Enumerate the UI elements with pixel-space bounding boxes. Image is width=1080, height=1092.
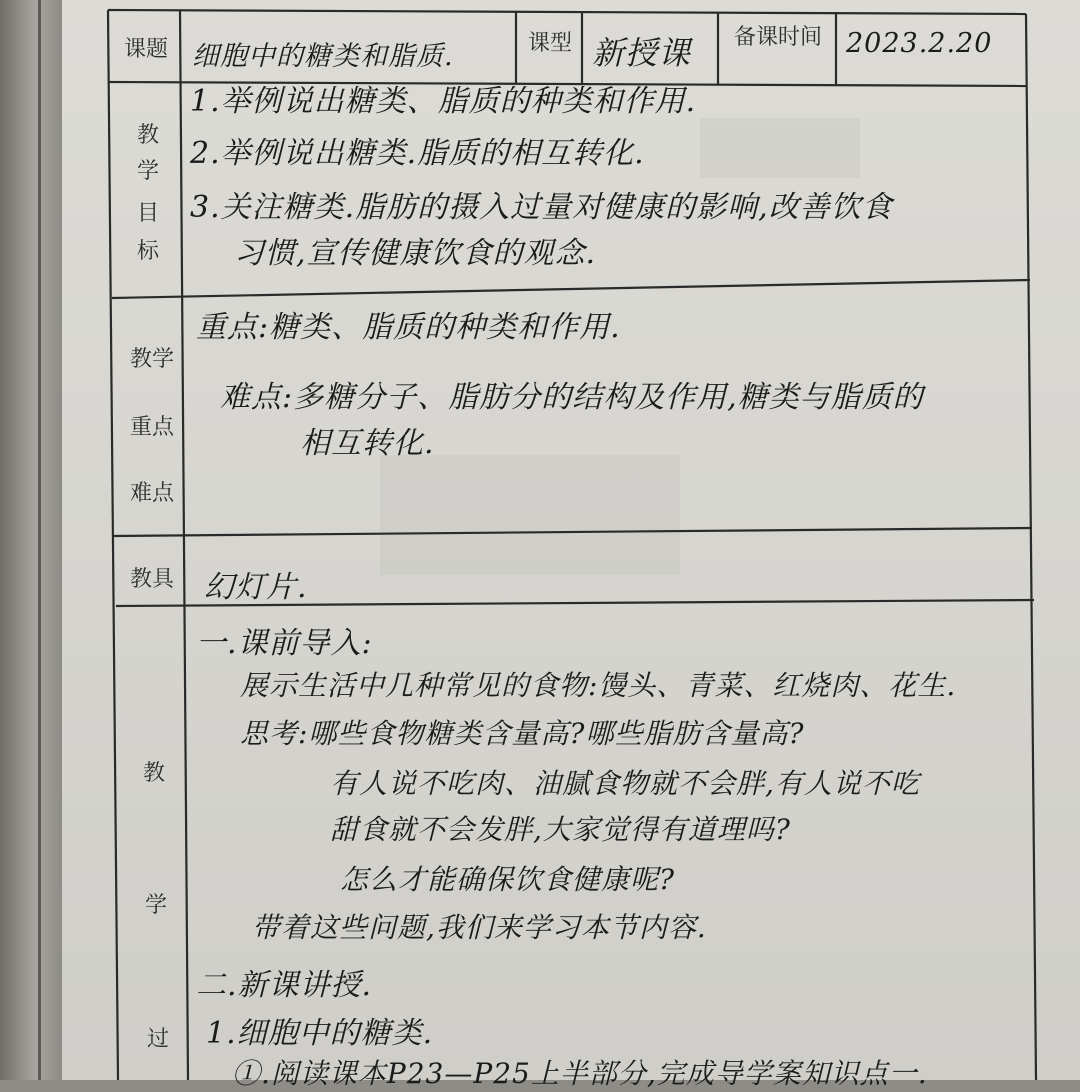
goals-label-4: 标 [136,239,159,264]
process-line-1: 一.课前导入: [196,626,373,661]
type-label: 课型 [527,31,572,56]
type-value: 新授课 [592,34,692,72]
keypoints-label-2: 重点 [129,415,174,440]
keypoints-line-3: 相互转化. [300,426,435,461]
goals-line-4: 习惯,宣传健康饮食的观念. [234,236,597,271]
process-label-1: 教 [142,761,165,786]
goals-label-3: 目 [136,201,159,226]
goals-label-2: 学 [136,159,159,184]
keypoints-label-3: 难点 [129,481,174,506]
process-label-3: 过 [146,1027,169,1052]
process-line-6: 怎么才能确保饮食健康呢? [340,863,676,896]
goals-label-1: 教 [136,123,159,148]
time-value: 2023.2.20 [846,28,993,59]
process-line-4: 有人说不吃肉、油腻食物就不会胖,有人说不吃 [330,767,920,800]
goals-line-1: 1.举例说出糖类、脂质的种类和作用. [190,84,697,119]
process-line-10: ①.阅读课本P23—P25上半部分,完成导学案知识点一. [232,1057,928,1090]
process-line-8: 二.新课讲授. [196,968,373,1003]
keypoints-line-2: 难点:多糖分子、脂肪分的结构及作用,糖类与脂质的 [220,380,924,415]
process-line-7: 带着这些问题,我们来学习本节内容. [252,911,707,944]
topic-value: 细胞中的糖类和脂质. [192,41,454,72]
process-line-5: 甜食就不会发胖,大家觉得有道理吗? [330,813,791,846]
process-line-9: 1.细胞中的糖类. [206,1016,434,1051]
time-label: 备课时间 [733,25,822,50]
process-line-3: 思考:哪些食物糖类含量高?哪些脂肪含量高? [240,717,805,750]
process-line-2: 展示生活中几种常见的食物:馒头、青菜、红烧肉、花生. [240,669,957,702]
keypoints-line-1: 重点:糖类、脂质的种类和作用. [196,310,621,345]
goals-line-3: 3.关注糖类.脂肪的摄入过量对健康的影响,改善饮食 [190,190,893,225]
process-label-2: 学 [144,893,167,918]
tools-value: 幻灯片. [204,570,308,605]
tools-label: 教具 [129,567,174,592]
keypoints-label-1: 教学 [129,347,174,372]
topic-label: 课题 [123,37,168,62]
goals-line-2: 2.举例说出糖类.脂质的相互转化. [190,136,645,171]
